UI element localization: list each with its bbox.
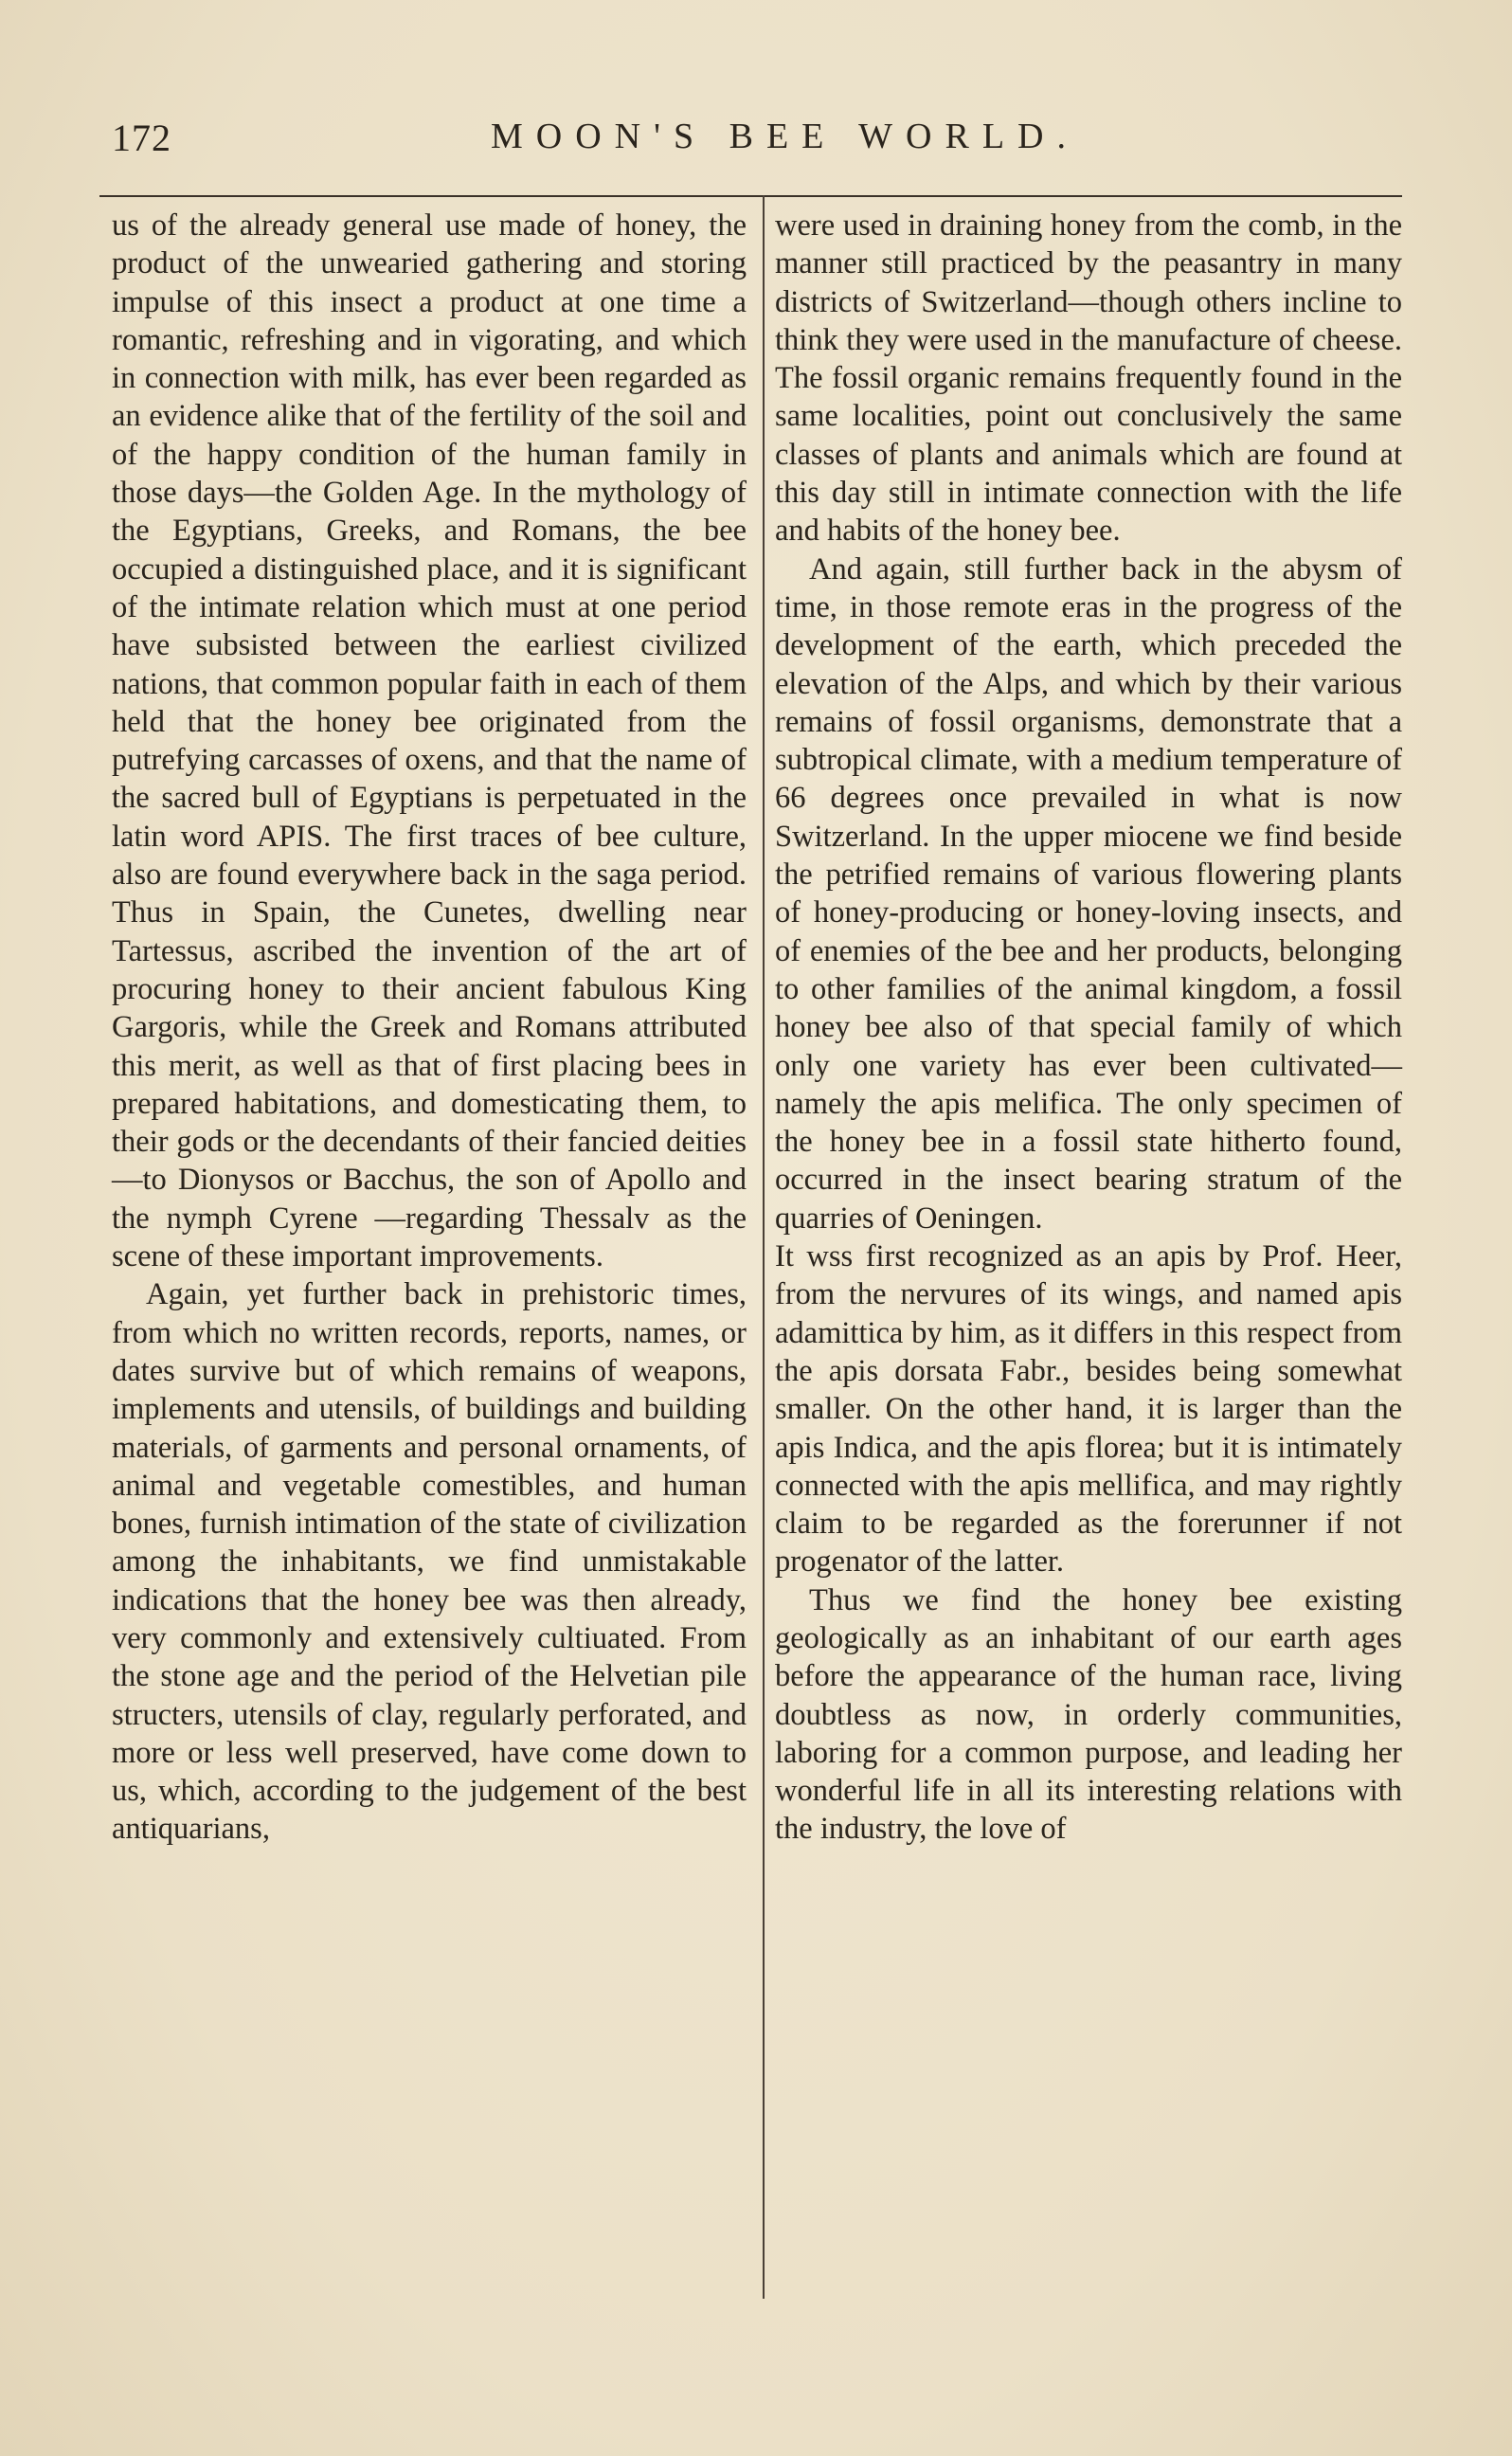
- paragraph: Thus we find the honey bee existing geologically as an inhabitant of our earth ages before the appearance of the human race, living doubtless as now, in orderly communities, laboring for a common purpose, and leading her wonderful life in all its interesting relations with the industry, the love of: [775, 1582, 1402, 1847]
- paragraph: were used in draining honey from the comb, in the manner still practiced by the peasantry in many districts of Switzerland—though others incline to think they were used in the manufacture of cheese. The fossil organic remains frequently found in the same localities, point out conclusively the same classes of plants and animals which are found at this day still in intimate connection with the life and habits of the honey bee.: [775, 208, 1402, 549]
- left-column: [112, 207, 747, 1849]
- paragraph: It wss first recognized as an apis by Prof. Heer, from the nervures of its wings, and named apis adamittica by him, as it differs in this respect from the apis dorsata Fabr., besides being somewhat smaller. On the other hand, it is larger than the apis Indica, and the apis florea; but it is intimately connected with the apis mellifica, and may rightly claim to be regarded as the forerunner if not progenator of the latter.: [775, 1239, 1402, 1580]
- header-rule: [99, 195, 1402, 197]
- column-divider: [763, 195, 765, 2299]
- running-title: MOON'S BEE WORLD.: [491, 117, 1079, 156]
- paragraph: And again, still further back in the abysm of time, in those remote eras in the progress of the development of the earth, which preceded the elevation of the Alps, and which by their various remains of fossil organisms, demonstrate that a subtropical climate, with a medium temperature of 66 degrees once prevailed in what is now Switzerland. In the upper miocene we find beside the petrified remains of various flowering plants of honey-producing or honey-loving insects, and of enemies of the bee and her products, belonging to other families of the animal kingdom, a fossil honey bee also of that special family of which only one variety has ever been cultivated— namely the apis melifica. The only specimen of the honey bee in a fossil state hitherto found, occurred in the insect bearing stratum of the quarries of Oeningen.: [775, 551, 1402, 1236]
- page-number: 172: [112, 117, 171, 159]
- page-header: [112, 112, 1400, 169]
- paragraph: Again, yet further back in prehistoric times, from which no written records, reports, names, or dates survive but of which remains of weapons, implements and utensils, of buildings and building materials, of garments and personal ornaments, of animal and vegetable comestibles, and human bones, furnish intimation of the state of civilization among the inhabitants, we find unmistakable indications that the honey bee was then already, very commonly and extensively cultiuated. From the stone age and the period of the Helvetian pile structers, utensils of clay, regularly perforated, and more or less well preserved, have come down to us, which, according to the judgement of the best antiquarians,: [112, 1277, 747, 1847]
- paragraph: us of the already general use made of honey, the product of the unwearied gathering and storing impulse of this insect a product at one time a romantic, refreshing and in vigorating, and which in connection with milk, has ever been regarded as an evidence alike that of the fertility of the soil and of the happy condition of the human family in those days—the Golden Age. In the mythology of the Egyptians, Greeks, and Romans, the bee occupied a distinguished place, and it is significant of the intimate relation which must at one period have subsisted between the earliest civilized nations, that common popular faith in each of them held that the honey bee originated from the putrefying carcasses of oxens, and that the name of the sacred bull of Egyptians is perpetuated in the latin word APIS. The first traces of bee culture, also are found everywhere back in the saga period. Thus in Spain, the Cunetes, dwelling near Tartessus, ascribed the invention of the art of procuring honey to their ancient fabulous King Gargoris, while the Greek and Romans attributed this merit, as well as that of first placing bees in prepared habitations, and domesticating them, to their gods or the decendants of their fancied deities—to Dionysos or Bacchus, the son of Apollo and the nymph Cyrene —regarding Thessalv as the scene of these important improvements.: [112, 208, 747, 1274]
- right-column: [775, 207, 1402, 1849]
